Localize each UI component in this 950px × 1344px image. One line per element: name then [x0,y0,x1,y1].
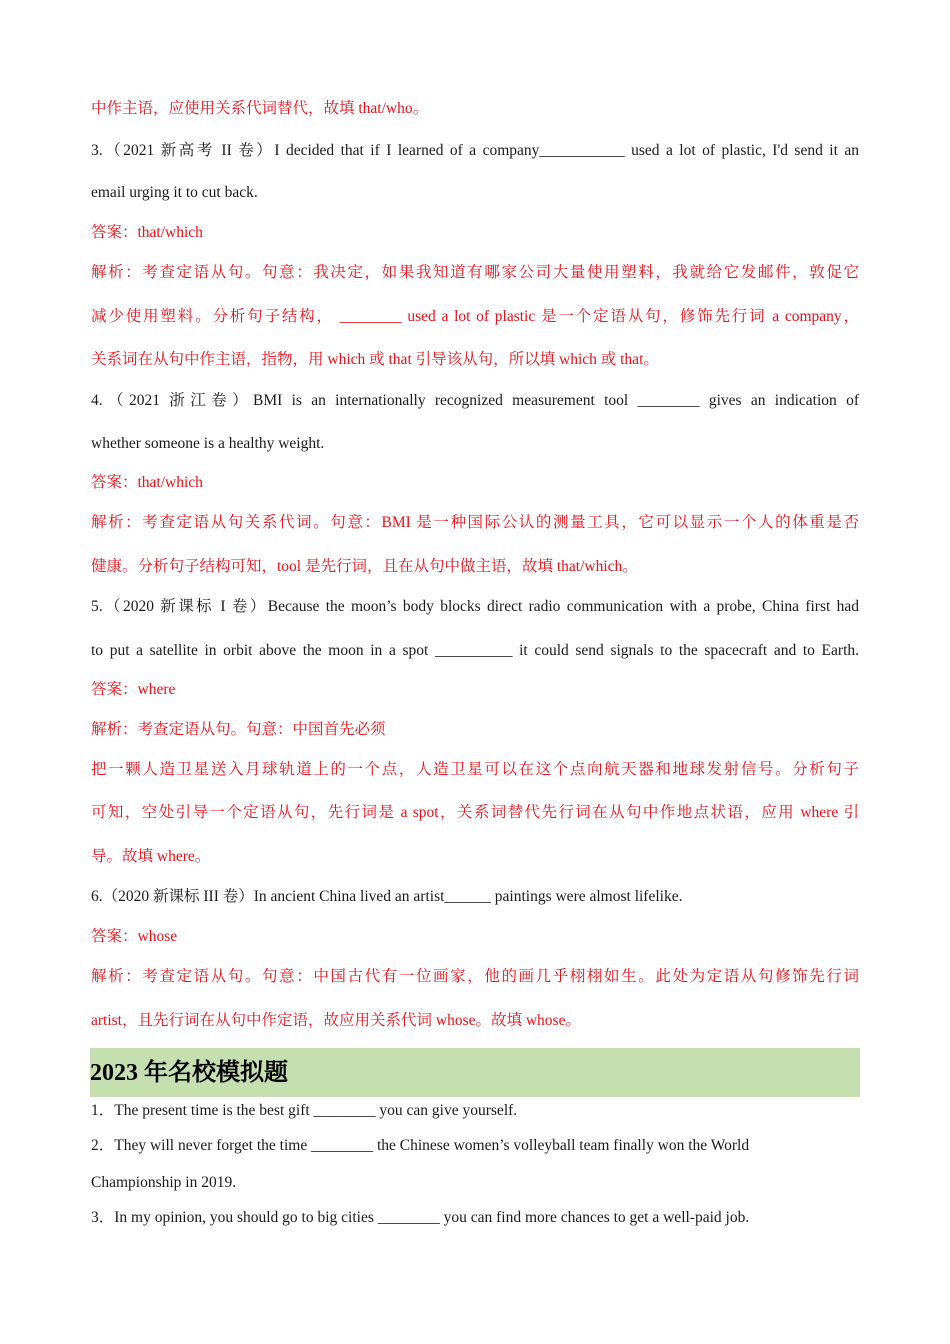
mock-question-1: 1．The present time is the best gift ________ you can give yourself. [91,1102,518,1119]
explanation-3-line-1: 解析：考查定语从句。句意：我决定，如果我知道有哪家公司大量使用塑料，我就给它发邮件，敦促它 [91,264,859,281]
answer-6: 答案：whose [91,928,178,945]
explanation-6-line-2: artist，且先行词在从句中作定语，故应用关系代词 whose。故填 whose。 [91,1012,581,1029]
section-header [90,1048,860,1097]
mock-question-2-continued: Championship in 2019. [91,1174,237,1191]
explanation-4-line-2: 健康。分析句子结构可知，tool 是先行词，且在从句中做主语，故填 that/which。 [91,558,638,575]
question-4: 4.（2021 浙江卷）BMI is an internationally recognized measurement tool ________ gives an indication of [91,392,859,409]
explanation-5-line-4: 导。故填 where。 [91,848,211,865]
question-5-continued: to put a satellite in orbit above the moon in a spot __________ it could send signals to the spacecraft and to Earth. [91,642,859,659]
question-6: 6.（2020 新课标 III 卷）In ancient China lived an artist______ paintings were almost lifelike. [91,888,683,905]
question-3: 3.（2021 新高考 II 卷）I decided that if I learned of a company___________ used a lot of plastic, I'd send it an [91,142,859,159]
answer-4: 答案：that/which [91,474,203,491]
answer-3: 答案：that/which [91,224,203,241]
explanation-5-line-2: 把一颗人造卫星送入月球轨道上的一个点，人造卫星可以在这个点向航天器和地球发射信号。分析句子 [91,761,859,778]
explanation-6-line-1: 解析：考查定语从句。句意：中国古代有一位画家，他的画几乎栩栩如生。此处为定语从句修饰先行词 [91,968,859,985]
question-3-continued: email urging it to cut back. [91,184,258,201]
explanation-5-line-1: 解析：考查定语从句。句意：中国首先必须 [91,721,386,738]
explanation-4-line-1: 解析：考查定语从句关系代词。句意：BMI 是一种国际公认的测量工具，它可以显示一个人的体重是否 [91,514,859,531]
explanation-3-line-3: 关系词在从句中作主语，指物，用 which 或 that 引导该从句，所以填 which 或 that。 [91,351,659,368]
mock-question-2: 2．They will never forget the time ________ the Chinese women’s volleyball team finally won the World [91,1137,750,1154]
explanation-3-line-2: 减少使用塑料。分析句子结构， ________ used a lot of plastic 是一个定语从句，修饰先行词 a company， [91,308,859,325]
explanation-5-line-3: 可知，空处引导一个定语从句，先行词是 a spot，关系词替代先行词在从句中作地点状语，应用 where 引 [91,804,859,821]
mock-question-3: 3．In my opinion, you should go to big cities ________ you can find more chances to get a well-paid job. [91,1209,750,1226]
section-title: 2023 年名校模拟题 [90,1060,288,1086]
question-4-continued: whether someone is a healthy weight. [91,435,325,452]
explanation-tail: 中作主语，应使用关系代词替代，故填 that/who。 [91,100,429,117]
question-5: 5.（2020 新课标 I 卷）Because the moon’s body blocks direct radio communication with a probe, China first had [91,598,859,615]
answer-5: 答案：where [91,681,176,698]
